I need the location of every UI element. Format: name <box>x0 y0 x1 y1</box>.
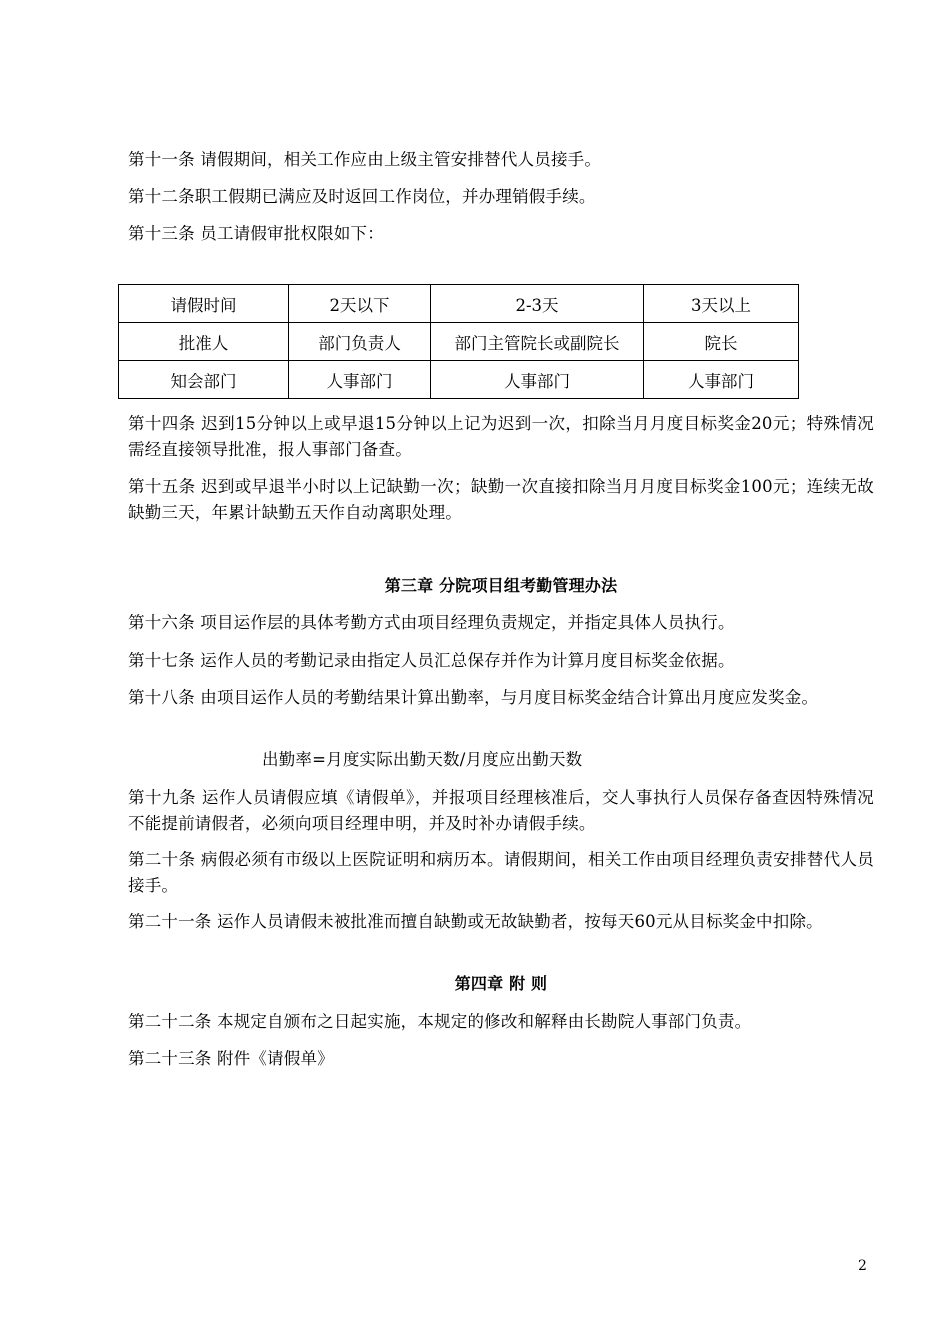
chapter-3-title: 第三章 分院项目组考勤管理办法 <box>384 576 618 595</box>
table-cell: 部门负责人 <box>289 323 431 361</box>
article-21: 第二十一条 运作人员请假未被批准而擅自缺勤或无故缺勤者，按每天60元从目标奖金中扣除。 <box>128 912 823 931</box>
table-cell: 人事部门 <box>431 361 644 399</box>
table-cell: 3天以上 <box>644 285 799 323</box>
article-18: 第十八条 由项目运作人员的考勤结果计算出勤率，与月度目标奖金结合计算出月度应发奖金。 <box>128 688 819 707</box>
page-number: 2 <box>858 1258 867 1274</box>
article-20: 第二十条 病假必须有市级以上医院证明和病历本。请假期间，相关工作由项目经理负责安排替代人员接手。 <box>128 850 874 895</box>
table-row <box>119 285 799 323</box>
table-row <box>119 361 799 399</box>
approval-table <box>118 284 799 399</box>
table-cell: 人事部门 <box>289 361 431 399</box>
article-15: 第十五条 迟到或早退半小时以上记缺勤一次；缺勤一次直接扣除当月月度目标奖金100元；连续无故缺勤三天，年累计缺勤五天作自动离职处理。 <box>128 477 874 522</box>
article-19: 第十九条 运作人员请假应填《请假单》，并报项目经理核准后，交人事执行人员保存备查因特殊情况不能提前请假者，必须向项目经理申明，并及时补办请假手续。 <box>128 788 874 833</box>
table-cell: 批准人 <box>119 323 289 361</box>
attendance-formula: 出勤率=月度实际出勤天数/月度应出勤天数 <box>262 750 583 769</box>
article-13: 第十三条 员工请假审批权限如下： <box>128 224 384 243</box>
article-23: 第二十三条 附件《请假单》 <box>128 1049 334 1068</box>
article-12: 第十二条职工假期已满应及时返回工作岗位，并办理销假手续。 <box>128 187 596 206</box>
table-cell: 人事部门 <box>644 361 799 399</box>
article-11: 第十一条 请假期间，相关工作应由上级主管安排替代人员接手。 <box>128 150 602 169</box>
chapter-4-title: 第四章 附 则 <box>454 974 548 993</box>
article-22: 第二十二条 本规定自颁布之日起实施，本规定的修改和解释由长勘院人事部门负责。 <box>128 1012 752 1031</box>
table-cell: 2-3天 <box>431 285 644 323</box>
article-14: 第十四条 迟到15分钟以上或早退15分钟以上记为迟到一次，扣除当月月度目标奖金20元；特殊情况需经直接领导批准，报人事部门备查。 <box>128 414 874 459</box>
table-cell: 请假时间 <box>119 285 289 323</box>
article-16: 第十六条 项目运作层的具体考勤方式由项目经理负责规定，并指定具体人员执行。 <box>128 613 735 632</box>
table-row <box>119 323 799 361</box>
table-cell: 2天以下 <box>289 285 431 323</box>
table-cell: 院长 <box>644 323 799 361</box>
table-cell: 知会部门 <box>119 361 289 399</box>
table-cell: 部门主管院长或副院长 <box>431 323 644 361</box>
article-17: 第十七条 运作人员的考勤记录由指定人员汇总保存并作为计算月度目标奖金依据。 <box>128 651 735 670</box>
